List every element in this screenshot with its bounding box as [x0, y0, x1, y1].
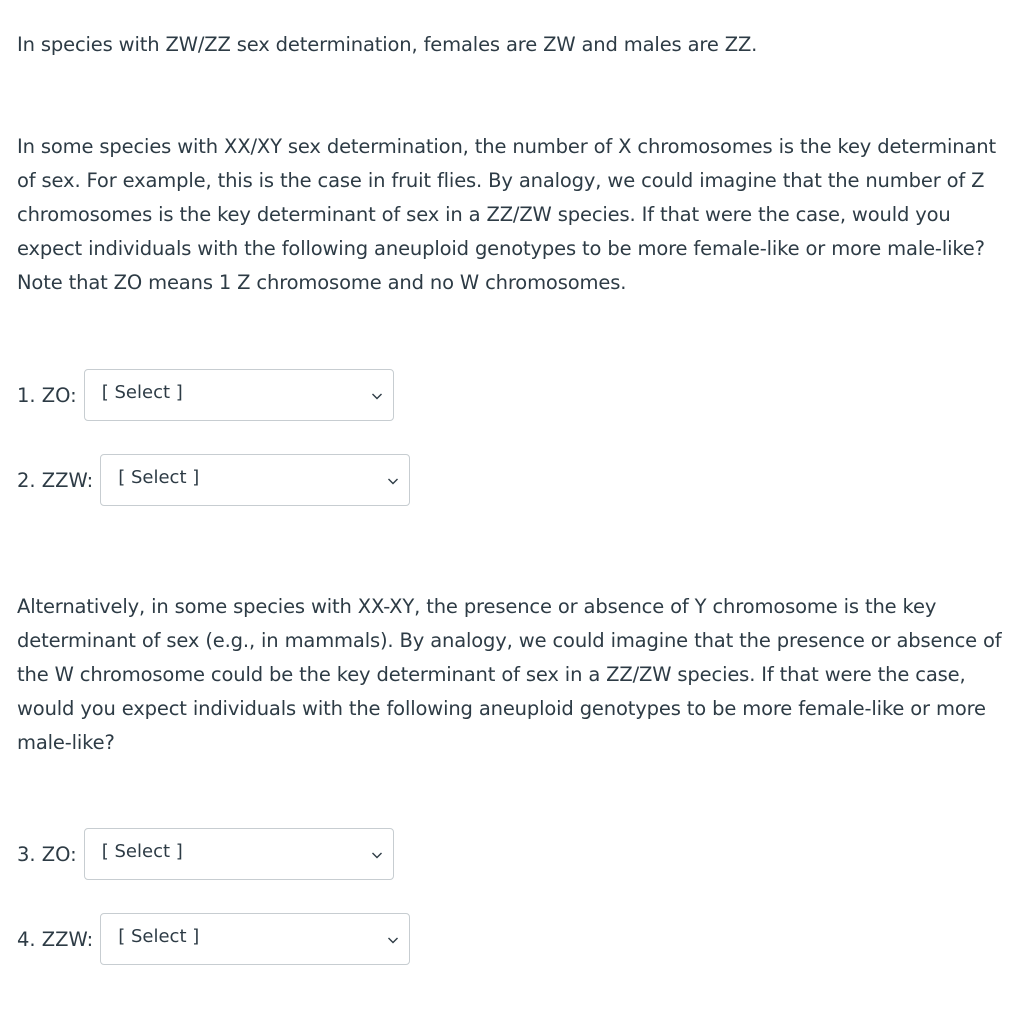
intro-paragraph-2: In some species with XX/XY sex determination, the number of X chromosomes is the key determinant of sex. For example, this is the case in fruit flies. By analogy, we could imagine that the number of Z chromosomes is the key determinant of sex in a ZZ/ZW species. If that were the case, would you expect individuals with the following aneuploid genotypes to be more female-like or more male-like? Note that ZO means 1 Z chromosome and no W chromosomes. [17, 135, 997, 294]
question-4-label: 4. ZZW: [17, 927, 94, 951]
question-4 [17, 912, 410, 966]
question-2-selected-value: [ Select ] [118, 467, 200, 488]
question-2-select[interactable] [100, 454, 410, 506]
chevron-down-icon [371, 850, 383, 860]
question-3-label: 3. ZO: [17, 842, 77, 866]
chevron-down-icon [371, 391, 383, 401]
question-3-selected-value: [ Select ] [101, 841, 183, 862]
chevron-down-icon [387, 476, 399, 486]
question-4-select[interactable] [100, 913, 410, 965]
question-3 [17, 827, 394, 881]
question-1 [17, 368, 394, 422]
question-2 [17, 453, 410, 507]
question-2-label: 2. ZZW: [17, 468, 94, 492]
chevron-down-icon [387, 935, 399, 945]
question-4-selected-value: [ Select ] [118, 926, 200, 947]
intro-paragraph-3: Alternatively, in some species with XX-XY, the presence or absence of Y chromosome is the key determinant of sex (e.g., in mammals). By analogy, we could imagine that the presence or absence of the W chromosome could be the key determinant of sex in a ZZ/ZW species. If that were the case, would you expect individuals with the following aneuploid genotypes to be more female-like or more male-like? [17, 595, 1002, 754]
question-3-select[interactable] [84, 828, 394, 880]
question-1-select[interactable] [84, 369, 394, 421]
intro-paragraph-1: In species with ZW/ZZ sex determination, females are ZW and males are ZZ. [17, 33, 758, 56]
question-1-selected-value: [ Select ] [101, 382, 183, 403]
question-1-label: 1. ZO: [17, 383, 77, 407]
